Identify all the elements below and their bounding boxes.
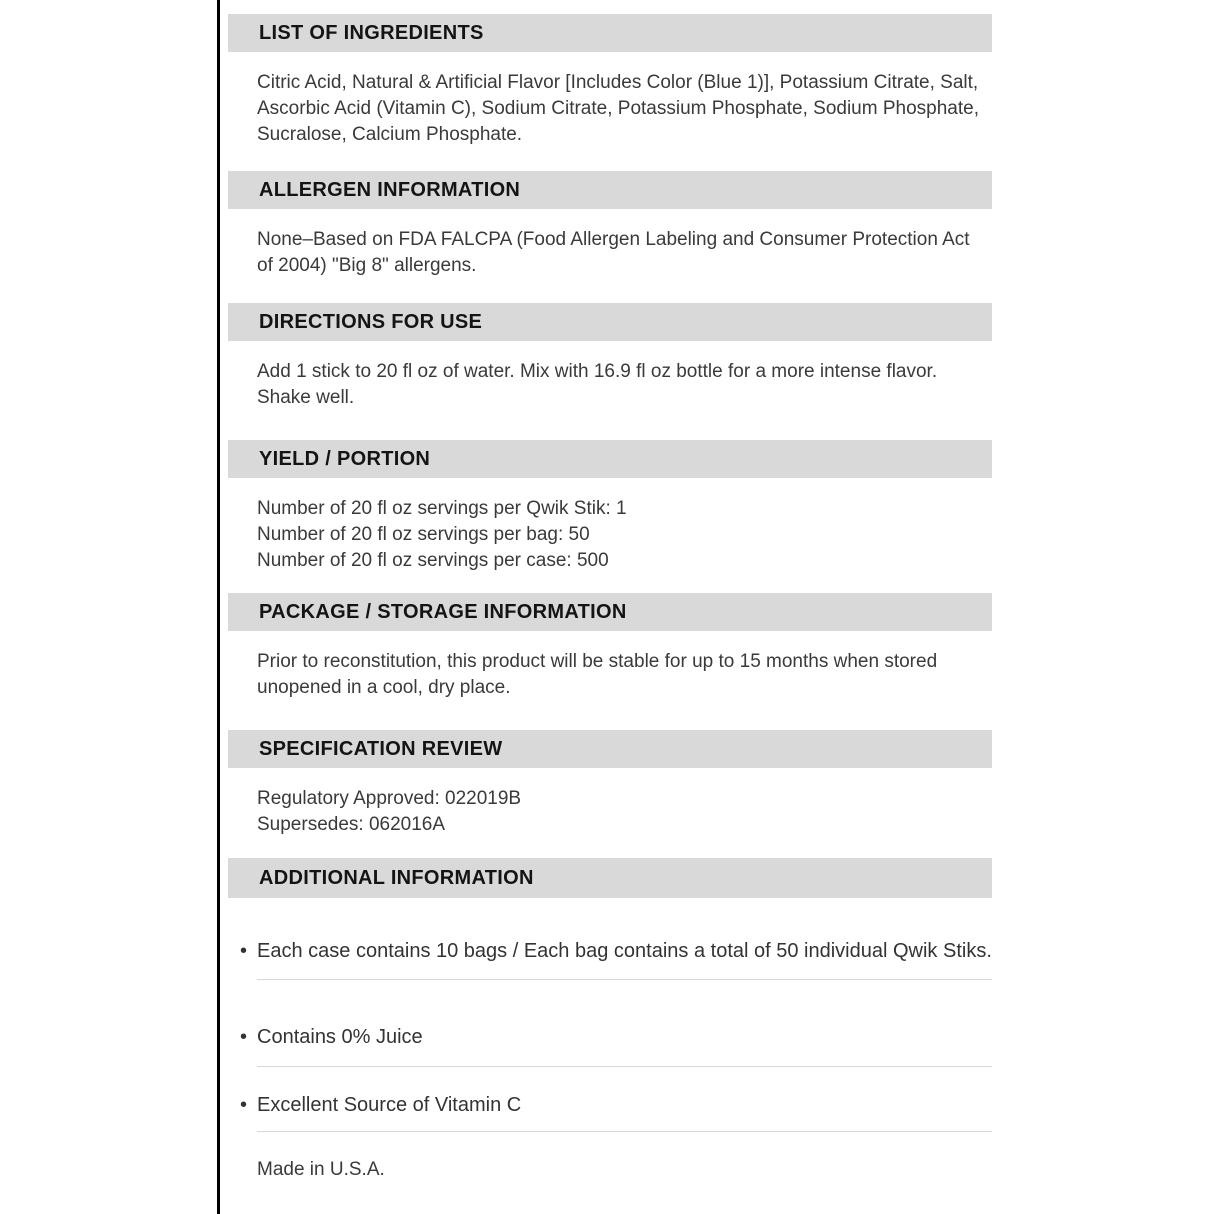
- section-header-spec-review: [228, 730, 992, 768]
- yield-lines: [257, 496, 987, 574]
- additional-info-list: [228, 937, 992, 1132]
- yield-line-case: Number of 20 fl oz servings per case: 500: [257, 550, 609, 571]
- list-item-case-contents: [257, 937, 992, 980]
- section-title: YIELD / PORTION: [259, 447, 431, 470]
- section-title: ALLERGEN INFORMATION: [259, 178, 521, 201]
- yield-line-stick: Number of 20 fl oz servings per Qwik Stik: 1: [257, 498, 627, 519]
- yield-line-bag: Number of 20 fl oz servings per bag: 50: [257, 524, 590, 545]
- spec-review-lines: [257, 786, 987, 838]
- section-header-storage: [228, 593, 992, 631]
- regulatory-approved-line: Regulatory Approved: 022019B: [257, 788, 522, 809]
- bullet-text: Contains 0% Juice: [257, 1026, 423, 1048]
- bullet-text: Excellent Source of Vitamin C: [257, 1094, 522, 1116]
- list-item-vitamin-c: [257, 1067, 992, 1132]
- supersedes-line: Supersedes: 062016A: [257, 814, 446, 835]
- allergen-text: None–Based on FDA FALCPA (Food Allergen Labeling and Consumer Protection Act of 2004) "Big 8" allergens.: [257, 229, 970, 276]
- ingredients-text: Citric Acid, Natural & Artificial Flavor [Includes Color (Blue 1)], Potassium Citrate, Salt, Ascorbic Acid (Vitamin C), Sodium Citrate, Potassium Phosphate, Sodium Phosphate, Sucralose, Calcium Phosphate.: [257, 72, 979, 145]
- section-header-yield: [228, 440, 992, 478]
- section-title: SPECIFICATION REVIEW: [259, 737, 503, 760]
- directions-text: Add 1 stick to 20 fl oz of water. Mix with 16.9 fl oz bottle for a more intense flavor. Shake well.: [257, 361, 938, 408]
- made-in-usa-text: Made in U.S.A.: [257, 1159, 385, 1180]
- storage-text: Prior to reconstitution, this product will be stable for up to 15 months when stored unopened in a cool, dry place.: [257, 651, 938, 698]
- list-item-juice-content: [257, 980, 992, 1067]
- section-header-ingredients: [228, 14, 992, 52]
- spec-sheet-page: [217, 0, 1214, 1214]
- section-title: DIRECTIONS FOR USE: [259, 310, 483, 333]
- section-header-additional-info: [228, 858, 992, 898]
- section-title: LIST OF INGREDIENTS: [259, 21, 484, 44]
- section-header-allergen: [228, 171, 992, 209]
- section-title: PACKAGE / STORAGE INFORMATION: [259, 600, 627, 623]
- section-header-directions: [228, 303, 992, 341]
- section-title: ADDITIONAL INFORMATION: [259, 866, 534, 889]
- bullet-text: Each case contains 10 bags / Each bag contains a total of 50 individual Qwik Stiks.: [257, 940, 992, 962]
